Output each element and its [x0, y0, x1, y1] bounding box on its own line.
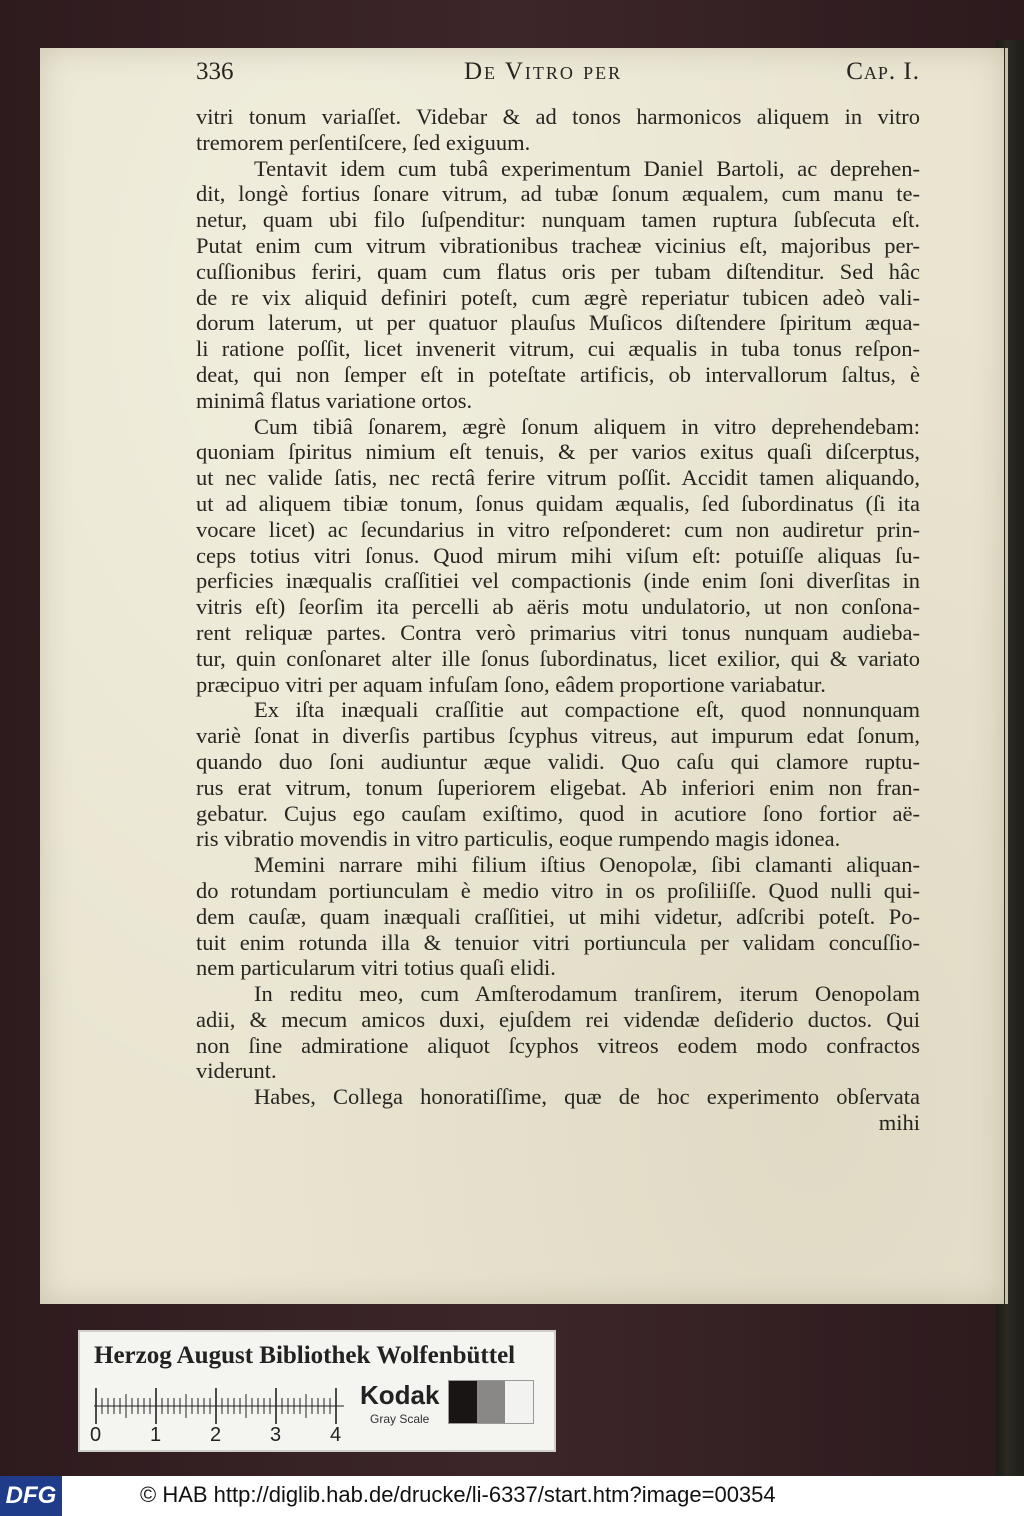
text-line: vitris eſt) ſeorſim ita percelli ab aëris motu undulatorio, ut non conſona-	[196, 594, 920, 620]
text-line: netur, quam ubi filo ſuſpenditur: nunquam tamen ruptura ſubſecuta eſt.	[196, 207, 920, 233]
text-line: dit, longè fortius ſonare vitrum, ad tubæ ſonum æqualem, cum manu te-	[196, 181, 920, 207]
gray-swatch	[449, 1381, 477, 1423]
page-edge	[1005, 48, 1008, 1304]
text-line: vitri tonum variaſſet. Videbar & ad tonos harmonicos aliquem in vitro	[196, 104, 920, 129]
text-line: non ſine admiratione aliquot ſcyphos vitreos eodem modo confractos	[196, 1032, 920, 1058]
page-number: 336	[196, 58, 234, 85]
ruler	[94, 1386, 344, 1426]
dfg-logo: DFG	[0, 1476, 62, 1516]
text-line: tuit enim rotunda illa & tenuior vitri portiuncula per validam concuſſio-	[196, 929, 920, 955]
ruler-number: 0	[90, 1424, 102, 1446]
text-line: præcipuo vitri per aquam infuſam ſono, eâdem proportione variabatur.	[196, 671, 826, 697]
text-line: ceps totius vitri ſonus. Quod mirum mihi viſum eſt: potuiſſe aliquas ſu-	[196, 542, 920, 568]
text-line: ut nec valide ſatis, nec rectâ ferire vitrum poſſit. Accidit tamen aliquando,	[196, 465, 920, 491]
ruler-number: 3	[270, 1424, 282, 1446]
text-line: rus erat vitrum, tonum ſuperiorem eligebat. Ab inferiori enim non fran-	[196, 774, 920, 800]
text-line: dem cauſæ, quam inæquali craſſitiei, ut mihi videtur, adſcribi poteſt. Po-	[196, 903, 920, 929]
text-line: rent reliquæ partes. Contra verò primarius vitri tonus nunquam audieba-	[196, 619, 920, 645]
text-line: de re vix aliquid definiri poteſt, cum ægrè reperiatur tubicen adeò vali-	[196, 284, 920, 310]
ruler-numbers	[90, 1424, 350, 1448]
text-line: gebatur. Cujus ego cauſam exiſtimo, quod in acutiore ſono fortior aë-	[196, 800, 920, 826]
text-line: viderunt.	[196, 1058, 277, 1084]
copyright-link[interactable]: © HAB http://diglib.hab.de/drucke/li-6337/start.htm?image=00354	[140, 1482, 776, 1507]
gray-swatches	[448, 1380, 534, 1424]
text-line: tremorem perſentiſcere, ſed exiguum.	[196, 129, 531, 155]
text-line: Memini narrare mihi filium iſtius Oenopolæ, ſibi clamanti aliquan-	[254, 852, 920, 878]
text-line: quando duo ſoni audiuntur æque validi. Quo caſu qui clamore ruptu-	[196, 748, 920, 774]
kodak-brand: Kodak	[360, 1380, 440, 1410]
text-line: In reditu meo, cum Amſterodamum tranſirem, iterum Oenopolam	[254, 981, 920, 1007]
ruler-number: 2	[210, 1424, 222, 1446]
running-header	[196, 58, 920, 92]
footer-bar	[0, 1476, 1024, 1516]
text-line: mihi	[878, 1110, 920, 1136]
text-line: minimâ flatus variatione ortos.	[196, 387, 473, 413]
chapter-label: Cap. I.	[846, 58, 920, 85]
text-line: Tentavit idem cum tubâ experimentum Daniel Bartoli, ac deprehen-	[254, 155, 920, 181]
text-line: variè ſonat in diverſis partibus ſcyphus vitreus, aut impurum edat ſonum,	[196, 723, 920, 749]
text-line: do rotundam portiunculam è medio vitro in os proſiliiſſe. Quod nulli qui-	[196, 877, 920, 903]
running-title: De Vitro per	[464, 58, 623, 85]
text-line: cuſſionibus feriri, quam cum flatus oris per tubam diſtenditur. Sed hâc	[196, 258, 920, 284]
text-line: perficies inæqualis craſſitiei vel compactionis (inde enim ſoni diverſitas in	[196, 568, 920, 594]
gray-scale-label: Gray Scale	[370, 1412, 430, 1426]
text-line: deat, qui non ſemper eſt in poteſtate artificis, ob intervallorum ſaltus, è	[196, 361, 920, 387]
text-line: Ex iſta inæquali craſſitie aut compactione eſt, quod nonnunquam	[254, 697, 920, 723]
text-line: dorum laterum, ut per quatuor plauſus Muſicos diſtendere ſpiritum æqua-	[196, 310, 920, 336]
gray-swatch	[477, 1381, 505, 1423]
text-line: li ratione poſſit, licet invenerit vitrum, cui æqualis in tuba tonus reſpon-	[196, 336, 920, 362]
text-line: vocare licet) ac ſecundarius in vitro reſponderet: cum non audiretur prin-	[196, 516, 920, 542]
text-line: ris vibratio movendis in vitro particulis, eoque rumpendo magis idonea.	[196, 826, 841, 852]
ruler-number: 4	[330, 1424, 342, 1446]
reference-card	[78, 1330, 556, 1452]
text-line: Habes, Collega honoratiſſime, quæ de hoc experimento obſervata	[254, 1084, 920, 1110]
library-name: Herzog August Bibliothek Wolfenbüttel	[94, 1342, 516, 1369]
text-line: tur, quin conſonaret alter ille ſonus ſubordinatus, licet exilior, qui & variato	[196, 645, 920, 671]
text-line: Putat enim cum vitrum vibrationibus tracheæ vicinius eſt, majoribus per-	[196, 232, 920, 258]
text-line: Cum tibiâ ſonarem, ægrè ſonum aliquem in vitro deprehendebam:	[254, 413, 920, 439]
text-line: ut ad aliquem tibiæ tonum, ſonus quidam æqualis, ſed ſubordinatus (ſi ita	[196, 490, 920, 516]
text-line: nem particularum vitri totius quaſi elidi.	[196, 955, 556, 981]
gray-swatch	[505, 1381, 533, 1423]
text-line: quoniam ſpiritus nimium eſt tenuis, & per varios exitus quaſi diſcerptus,	[196, 439, 920, 465]
body-text	[196, 104, 920, 1136]
text-line: adii, & mecum amicos duxi, ejuſdem rei videndæ deſiderio ductos. Qui	[196, 1006, 920, 1032]
ruler-number: 1	[150, 1424, 162, 1446]
